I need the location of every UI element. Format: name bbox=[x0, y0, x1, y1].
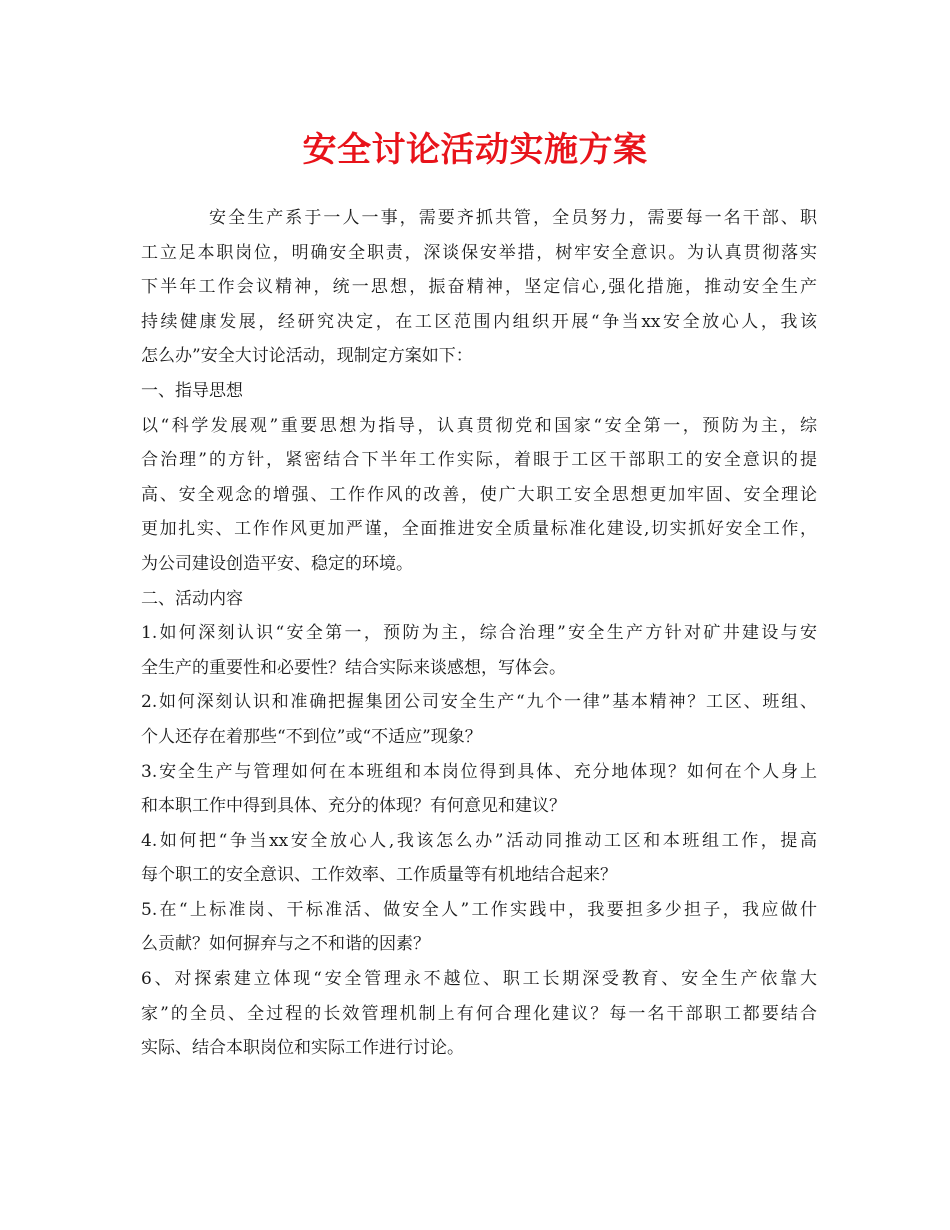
body-line: 6、对探索建立体现“安全管理永不越位、职工长期深受教育、安全生产依靠大 bbox=[141, 969, 817, 990]
body-line: 怎么办”安全大讨论活动，现制定方案如下： bbox=[141, 346, 473, 367]
body-line: 安全生产系于一人一事，需要齐抓共管，全员努力，需要每一名干部、职 bbox=[209, 208, 817, 228]
body-line: 更加扎实、工作作风更加严谨，全面推进安全质量标准化建设,切实抓好安全工作， bbox=[141, 519, 817, 540]
body-line: 2.如何深刻认识和准确把握集团公司安全生产“九个一律”基本精神？工区、班组、 bbox=[141, 692, 817, 713]
body-line: 实际、结合本职岗位和实际工作进行讨论。 bbox=[141, 1038, 464, 1059]
body-line: 以“科学发展观”重要思想为指导，认真贯彻党和国家“安全第一，预防为主，综 bbox=[141, 415, 817, 436]
body-line: 5.在“上标准岗、干标准活、做安全人”工作实践中，我要担多少担子，我应做什 bbox=[141, 899, 817, 920]
document-body bbox=[141, 201, 817, 1066]
body-line: 么贡献？如何摒弃与之不和谐的因素？ bbox=[141, 934, 430, 955]
body-line: 高、安全观念的增强、工作作风的改善，使广大职工安全思想更加牢固、安全理论 bbox=[141, 484, 817, 505]
body-line: 家”的全员、全过程的长效管理机制上有何合理化建议？每一名干部职工都要结合 bbox=[141, 1003, 817, 1024]
body-line: 全生产的重要性和必要性？结合实际来谈感想，写体会。 bbox=[141, 657, 566, 678]
body-line: 二、活动内容 bbox=[141, 588, 243, 609]
body-line: 一、指导思想 bbox=[141, 380, 243, 401]
body-line: 下半年工作会议精神，统一思想，振奋精神，坚定信心,强化措施，推动安全生产 bbox=[141, 277, 817, 298]
body-line: 3.安全生产与管理如何在本班组和本岗位得到具体、充分地体现？如何在个人身上 bbox=[141, 761, 817, 782]
body-line: 工立足本职岗位，明确安全职责，深谈保安举措，树牢安全意识。为认真贯彻落实 bbox=[141, 242, 817, 263]
body-line: 持续健康发展，经研究决定，在工区范围内组织开展“争当xx安全放心人，我该 bbox=[141, 311, 817, 332]
body-line: 合治理”的方针，紧密结合下半年工作实际，着眼于工区干部职工的安全意识的提 bbox=[141, 450, 817, 471]
body-line: 为公司建设创造平安、稳定的环境。 bbox=[141, 553, 413, 574]
body-line: 每个职工的安全意识、工作效率、工作质量等有机地结合起来？ bbox=[141, 865, 617, 886]
body-line: 1.如何深刻认识“安全第一，预防为主，综合治理”安全生产方针对矿井建设与安 bbox=[141, 623, 817, 644]
document-title: 安全讨论活动实施方案 bbox=[302, 130, 648, 170]
body-line: 4.如何把“争当xx安全放心人,我该怎么办”活动同推动工区和本班组工作，提高 bbox=[141, 830, 817, 851]
body-line: 和本职工作中得到具体、充分的体现？有何意见和建议？ bbox=[141, 796, 566, 817]
body-line: 个人还存在着那些“不到位”或“不适应”现象？ bbox=[141, 726, 482, 747]
